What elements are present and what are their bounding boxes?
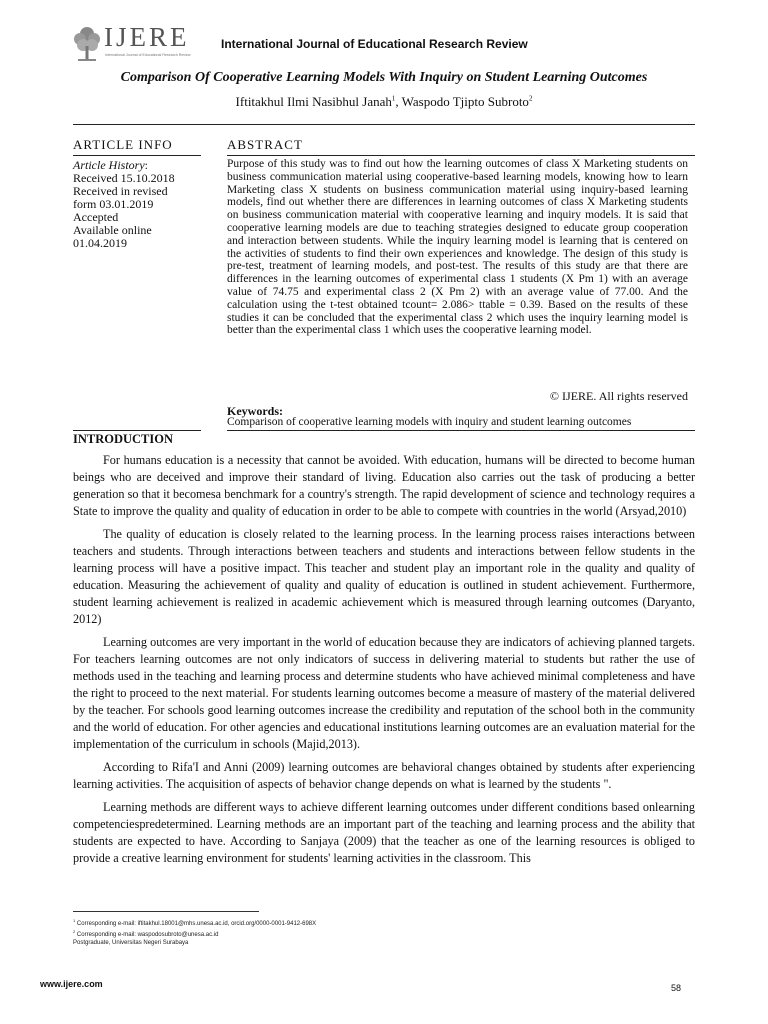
history-line: Accepted (73, 210, 119, 224)
logo-tagline: International Journal of Educational Research Review (105, 53, 191, 57)
history-line: Available online (73, 223, 152, 237)
body-paragraph: For humans education is a necessity that cannot be avoided. With education, humans will be directed to become human beings who are deceived and improve their standard of living. Education also carries out the task of producing a better generation so that it becomesa benchmark for a country's strength. The rapid development of science and technology requires a State to improve the quality and quality of education in order to be able to compete with countries in the world (Arsyad,2010) (73, 453, 695, 518)
body-paragraph: Learning methods are different ways to achieve different learning outcomes under different conditions based onlearning competenciespredetermined. Learning methods are an important part of the teaching and learning process and the ability that students are expected to have. According to Sanjaya (2009) that the teacher as one of the learning resources is obliged to provide a creative learning environment for students' learning activities in the classroom. This (73, 800, 695, 865)
abstract-bottom-rule (227, 430, 695, 431)
info-bottom-rule (73, 430, 201, 431)
journal-logo (72, 22, 202, 64)
footnote-rule (73, 911, 259, 912)
abstract-text: Purpose of this study was to find out how the learning outcomes of class X Marketing students on business communication material using cooperative-based learning models, knowing how to learn Marketing class X students on business communication material using inquiry-based learning models, find out whether there are differences in learning outcomes of class X Marketing students on business communication material with cooperative learning and inquiry models. It is said that cooperative learning models are due to teaching strategies designed to educate group cooperation and interaction between students. While the inquiry learning model is learning that is centered on the activities of students to find their own experiences and knowledge. The design of this study is pre-test, treatment of learning models, and post-test. The results of this study are that there are differences in the learning outcomes of experimental class 1 students (X Pm 1) with an average value of 74.75 and experimental class 2 (X Pm 2) with an average value of 77.00. And the calculation using the t-test obtained tcount= 2.086> ttable = 0.39. Based on the results of these studies it can be concluded that the experimental class 2 which uses the inquiry learning model is better than the experimental class 1 which uses the cooperative learning model. (227, 158, 688, 337)
article-info-heading: ARTICLE INFO (73, 137, 173, 152)
body-paragraph: Learning outcomes are very important in the world of education because they are indicators of achieving planned targets. For teachers learning outcomes are not only indicators of success in delivering material to students but rather the use of methods used in the teaching and learning process and determine students who have achieved minimal completeness and have the right to proceed to the next material. For students learning outcomes become a measure of mastery of the material delivered by the teacher. For schools good learning outcomes increase the credibility and reputation of the school both in the community and the world of education. For other agencies and educational institutions learning outcomes are an evaluation material for the implementation of the curriculum in schools (Majid,2013). (73, 635, 695, 751)
abstract-rule (227, 155, 695, 156)
copyright-notice: © IJERE. All rights reserved (549, 389, 688, 403)
footnote (73, 939, 316, 947)
author-line (0, 94, 768, 110)
footnote-text: Corresponding e-mail: waspodosubroto@unesa.ac.id (75, 932, 219, 938)
journal-website: www.ijere.com (40, 979, 103, 989)
page-number: 58 (671, 983, 682, 993)
tree-logo-icon (72, 24, 102, 62)
journal-name: International Journal of Educational Research Review (221, 37, 528, 51)
footnotes (73, 917, 316, 947)
top-rule (73, 124, 695, 125)
history-label: Article History (73, 158, 145, 172)
footnote-text: Corresponding e-mail: iftitakhul.18001@mhs.unesa.ac.id, orcid.org/0000-0001-9412-698X (75, 921, 317, 927)
introduction-body (73, 452, 695, 873)
history-line: Received in revised (73, 184, 168, 198)
keywords-text: Comparison of cooperative learning models with inquiry and student learning outcomes (227, 416, 632, 428)
footnote-marker: 2 (73, 929, 76, 934)
author-2-affil: 2 (528, 94, 533, 103)
history-colon: : (144, 158, 148, 172)
author-1-affil: 1 (391, 94, 396, 103)
footnote-text: Postgraduate, Universitas Negeri Surabaya (73, 940, 189, 946)
history-line: 01.04.2019 (73, 236, 127, 250)
history-line: Received 15.10.2018 (73, 171, 175, 185)
keywords-heading: Keywords: (227, 404, 283, 418)
abstract-heading: ABSTRACT (227, 137, 303, 152)
history-line: form 03.01.2019 (73, 197, 154, 211)
article-title: Comparison Of Cooperative Learning Models With Inquiry on Student Learning Outcomes (120, 70, 648, 85)
footnote-marker: 1 (73, 918, 76, 923)
article-history (73, 159, 213, 250)
body-paragraph: According to Rifa'I and Anni (2009) learning outcomes are behavioral changes obtained by students after experiencing learning activities. The acquisition of aspects of behavior change depends on what is learned by the students ". (73, 760, 695, 791)
author-separator: , (395, 94, 402, 109)
logo-text: IJERE (104, 22, 190, 52)
introduction-heading: INTRODUCTION (73, 432, 174, 446)
footnote (73, 928, 316, 939)
author-1: Iftitakhul Ilmi Nasibhul Janah (235, 94, 392, 109)
body-paragraph: The quality of education is closely related to the learning process. In the learning process raises interactions between teachers and students. Through interactions between teachers and students and interactions between fellow students in the learning process will have a positive impact. This teacher and student play an important role in the quality and quality of education. Measuring the achievement of quality and quality of education is outlined in student achievement. Furthermore, student learning achievement is realized in academic achievement which is measured through learning outcomes (Daryanto, 2012) (73, 527, 695, 626)
footnote (73, 917, 316, 928)
author-2: Waspodo Tjipto Subroto (401, 94, 529, 109)
info-rule (73, 155, 201, 156)
